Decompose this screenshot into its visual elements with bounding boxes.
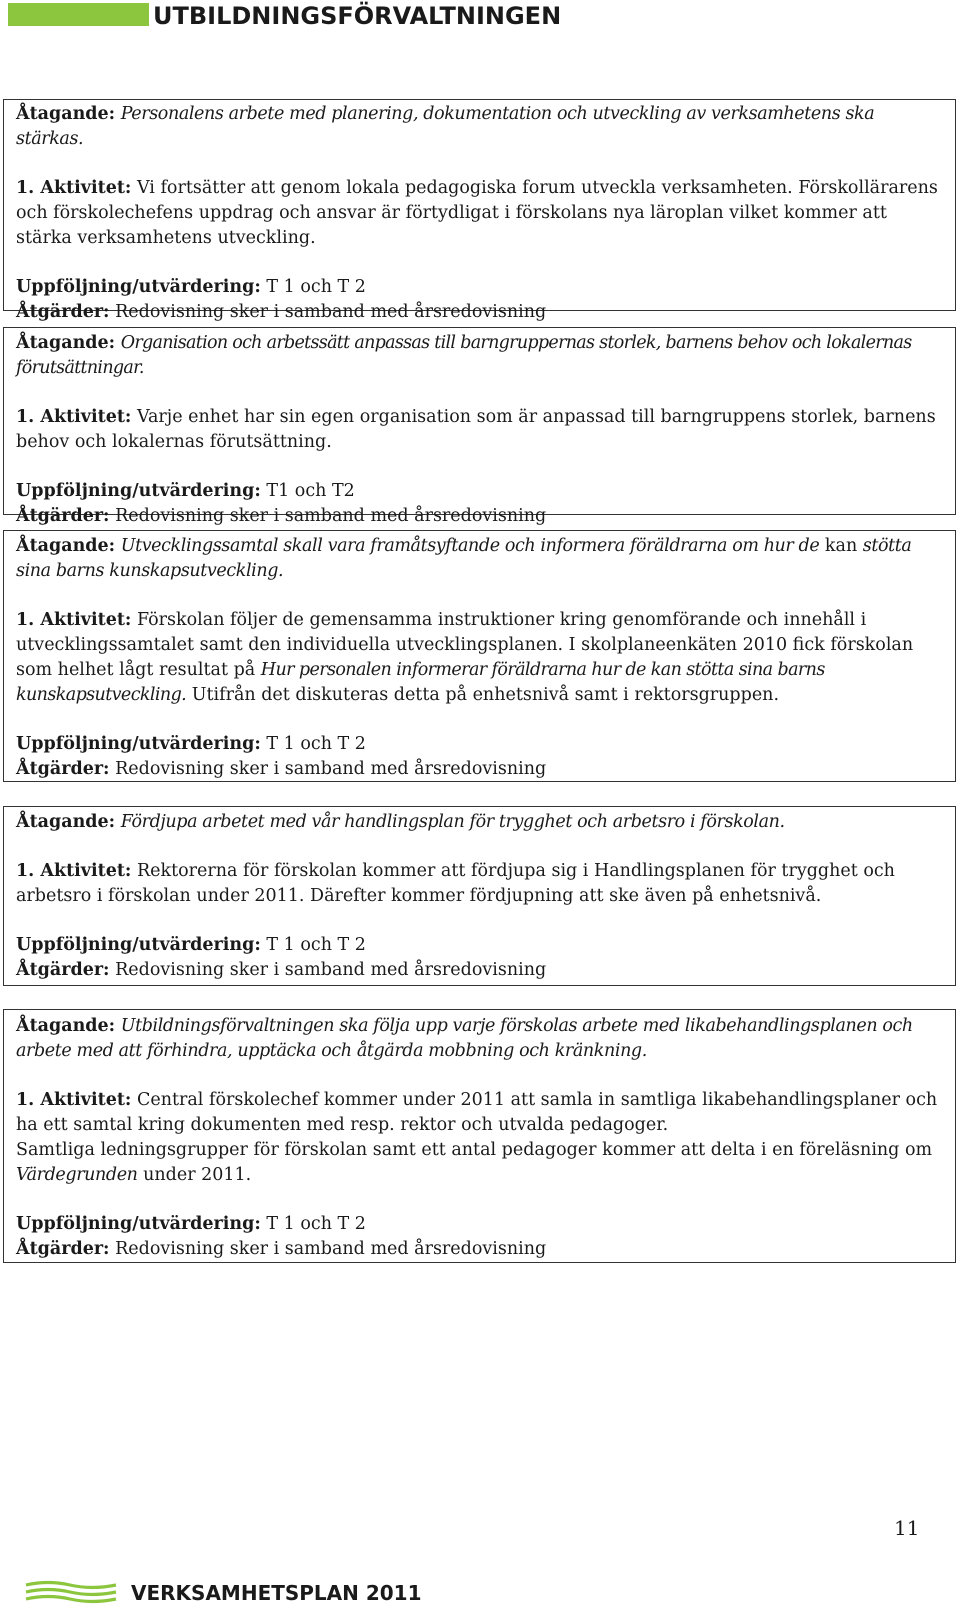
activity-text-4: under 2011. bbox=[143, 1165, 252, 1185]
commitment-text: Personalens arbete med planering, dokumentation och utveckling av verksamhetens ska stärkas. bbox=[16, 104, 875, 149]
activity-label: 1. Aktivitet: bbox=[16, 861, 132, 881]
action-line bbox=[16, 300, 943, 325]
followup-label: Uppföljning/utvärdering: bbox=[16, 481, 261, 501]
followup-line bbox=[16, 479, 943, 504]
action-line bbox=[16, 757, 943, 782]
action-text: Redovisning sker i samband med årsredovisning bbox=[115, 506, 547, 526]
commitment-text: Utbildningsförvaltningen ska följa upp varje förskolas arbete med likabehandlingsplanen och arbete med att förhindra, upptäcka och åtgärda mobbning och kränkning. bbox=[16, 1016, 913, 1061]
action-label: Åtgärder: bbox=[16, 302, 110, 322]
page-number: 11 bbox=[894, 1516, 920, 1540]
activity-line bbox=[16, 859, 943, 909]
activity-label: 1. Aktivitet: bbox=[16, 1090, 132, 1110]
followup-line bbox=[16, 275, 943, 300]
commitment-box-1 bbox=[3, 99, 956, 322]
action-text: Redovisning sker i samband med årsredovisning bbox=[115, 1239, 547, 1259]
action-line bbox=[16, 504, 943, 529]
commitment-text-2: kan bbox=[824, 536, 858, 556]
action-label: Åtgärder: bbox=[16, 506, 110, 526]
activity-text-3: Utifrån det diskuteras detta på enhetsnivå samt i rektorsgruppen. bbox=[191, 685, 780, 705]
footer-title: VERKSAMHETSPLAN 2011 bbox=[131, 1581, 422, 1605]
commitment-text: Organisation och arbetssätt anpassas till barngruppernas storlek, barnens behov och lokalernas förutsättningar. bbox=[16, 333, 912, 378]
commitment-line bbox=[16, 810, 943, 835]
action-line bbox=[16, 1237, 943, 1262]
activity-text: Vi fortsätter att genom lokala pedagogiska forum utveckla verksamheten. Förskollärarens och förskolechefens uppdrag och ansvar är förtydligat i förskolans nya läroplan vilket kommer att stärka verksamhetens utveckling. bbox=[16, 178, 938, 248]
activity-line bbox=[16, 176, 943, 251]
commitment-box-3 bbox=[3, 530, 956, 782]
followup-label: Uppföljning/utvärdering: bbox=[16, 734, 261, 754]
followup-text: T 1 och T 2 bbox=[266, 1214, 366, 1234]
commitment-box-4 bbox=[3, 806, 956, 986]
commitment-line bbox=[16, 331, 943, 381]
activity-label: 1. Aktivitet: bbox=[16, 610, 132, 630]
activity-label: 1. Aktivitet: bbox=[16, 407, 132, 427]
activity-text-2: Samtliga ledningsgrupper för förskolan samt ett antal pedagoger kommer att delta i en föreläsning om bbox=[16, 1140, 933, 1160]
commitment-label: Åtagande: bbox=[16, 1016, 116, 1036]
activity-text: Rektorerna för förskolan kommer att fördjupa sig i Handlingsplanen för trygghet och arbetsro i förskolan under 2011. Därefter kommer fördjupning att ske även på enhetsnivå. bbox=[16, 861, 895, 906]
activity-line bbox=[16, 405, 943, 455]
action-label: Åtgärder: bbox=[16, 759, 110, 779]
header-title: UTBILDNINGSFÖRVALTNINGEN bbox=[153, 2, 562, 30]
followup-label: Uppföljning/utvärdering: bbox=[16, 277, 261, 297]
action-text: Redovisning sker i samband med årsredovisning bbox=[115, 302, 547, 322]
activity-line bbox=[16, 608, 943, 708]
activity-text: Varje enhet har sin egen organisation som är anpassad till barngruppens storlek, barnens behov och lokalernas förutsättning. bbox=[16, 407, 936, 452]
activity-text-1: Förskolan följer de gemensamma instruktioner kring genomförande och innehåll i utvecklingssamtalet samt den individuella utvecklingsplanen. I skolplaneenkäten 2010 fick förskolan som helhet lågt resultat på bbox=[16, 610, 914, 680]
followup-line bbox=[16, 1212, 943, 1237]
page-header bbox=[0, 0, 960, 40]
commitment-label: Åtagande: bbox=[16, 333, 116, 353]
commitment-box-5 bbox=[3, 1009, 956, 1263]
activity-text: Central förskolechef kommer under 2011 att samla in samtliga likabehandlingsplaner och ha ett samtal kring dokumenten med resp. rektor och utvalda pedagoger. bbox=[16, 1090, 938, 1135]
activity-text-2: Hur personalen informerar föräldrarna hur de kan stötta sina barns kunskapsutveckling. bbox=[16, 660, 825, 705]
followup-text: T 1 och T 2 bbox=[266, 277, 366, 297]
followup-line bbox=[16, 732, 943, 757]
activity-text-3: Värdegrunden bbox=[16, 1165, 138, 1185]
commitment-text-3: stötta sina barns kunskapsutveckling. bbox=[16, 536, 912, 581]
commitment-line bbox=[16, 1014, 943, 1064]
followup-label: Uppföljning/utvärdering: bbox=[16, 1214, 261, 1234]
commitment-label: Åtagande: bbox=[16, 536, 116, 556]
header-accent-bar bbox=[8, 3, 149, 26]
commitment-label: Åtagande: bbox=[16, 812, 116, 832]
action-label: Åtgärder: bbox=[16, 960, 110, 980]
commitment-line bbox=[16, 534, 943, 584]
commitment-line bbox=[16, 102, 943, 152]
green-waves-logo-icon bbox=[24, 1579, 118, 1605]
followup-text: T1 och T2 bbox=[266, 481, 355, 501]
commitment-box-2 bbox=[3, 327, 956, 526]
commitment-label: Åtagande: bbox=[16, 104, 116, 124]
commitment-text: Fördjupa arbetet med vår handlingsplan för trygghet och arbetsro i förskolan. bbox=[120, 812, 785, 832]
activity-line-2 bbox=[16, 1138, 943, 1188]
action-text: Redovisning sker i samband med årsredovisning bbox=[115, 960, 547, 980]
followup-line bbox=[16, 933, 943, 958]
commitment-text-1: Utvecklingssamtal skall vara framåtsyftande och informera föräldrarna om hur de bbox=[120, 536, 820, 556]
action-line bbox=[16, 958, 943, 983]
action-label: Åtgärder: bbox=[16, 1239, 110, 1259]
action-text: Redovisning sker i samband med årsredovisning bbox=[115, 759, 547, 779]
followup-label: Uppföljning/utvärdering: bbox=[16, 935, 261, 955]
activity-line bbox=[16, 1088, 943, 1138]
activity-label: 1. Aktivitet: bbox=[16, 178, 132, 198]
followup-text: T 1 och T 2 bbox=[266, 935, 366, 955]
followup-text: T 1 och T 2 bbox=[266, 734, 366, 754]
